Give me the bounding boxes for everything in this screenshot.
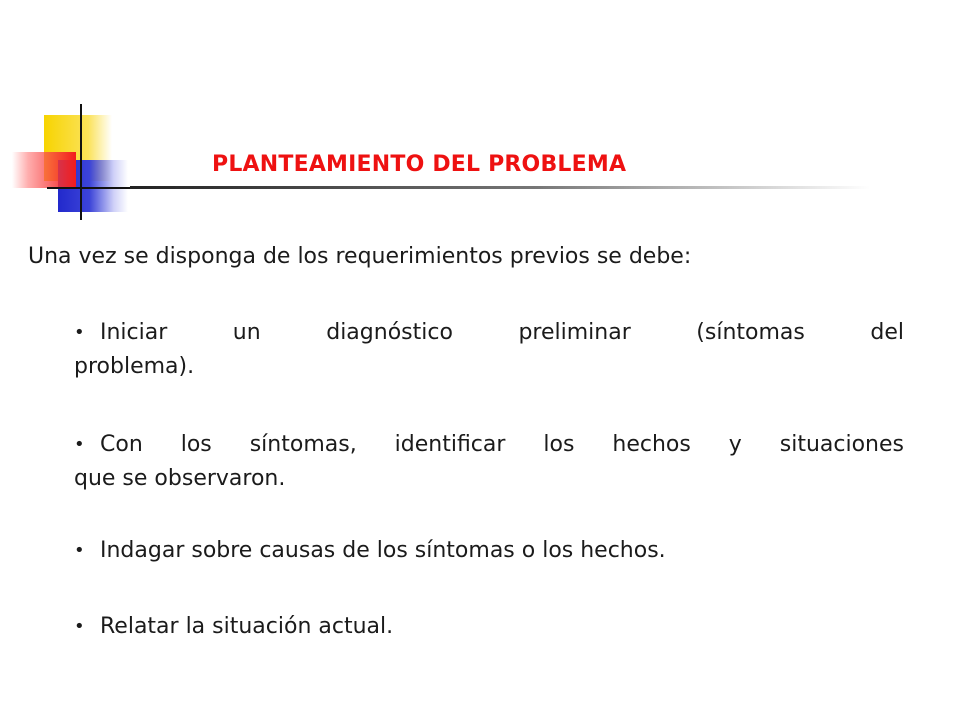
slide-title: PLANTEAMIENTO DEL PROBLEMA xyxy=(212,152,627,177)
bullet-line: Con los síntomas, identificar los hechos y situaciones xyxy=(100,432,904,457)
title-underline xyxy=(130,186,870,189)
bullet-line: que se observaron. xyxy=(74,466,286,491)
bullet-icon: • xyxy=(74,540,85,561)
bullet-icon: • xyxy=(74,616,85,637)
list-item xyxy=(74,610,904,644)
list-item xyxy=(74,534,904,568)
list-item xyxy=(74,316,904,384)
red-square xyxy=(12,152,76,188)
horizontal-line xyxy=(47,187,137,189)
bullet-text: Relatar la situación actual. xyxy=(100,614,394,639)
bullet-icon: • xyxy=(74,322,85,343)
bullet-line: problema). xyxy=(74,354,195,379)
bullet-icon: • xyxy=(74,434,85,455)
bullet-line: Iniciar un diagnóstico preliminar (síntomas del xyxy=(100,320,904,345)
vertical-line xyxy=(80,104,82,220)
decorative-logo xyxy=(0,0,140,220)
bullet-text xyxy=(74,428,904,496)
bullet-text: Indagar sobre causas de los síntomas o los hechos. xyxy=(100,538,666,563)
intro-text: Una vez se disponga de los requerimientos previos se debe: xyxy=(28,244,692,269)
bullet-text xyxy=(74,316,904,384)
list-item xyxy=(74,428,904,496)
